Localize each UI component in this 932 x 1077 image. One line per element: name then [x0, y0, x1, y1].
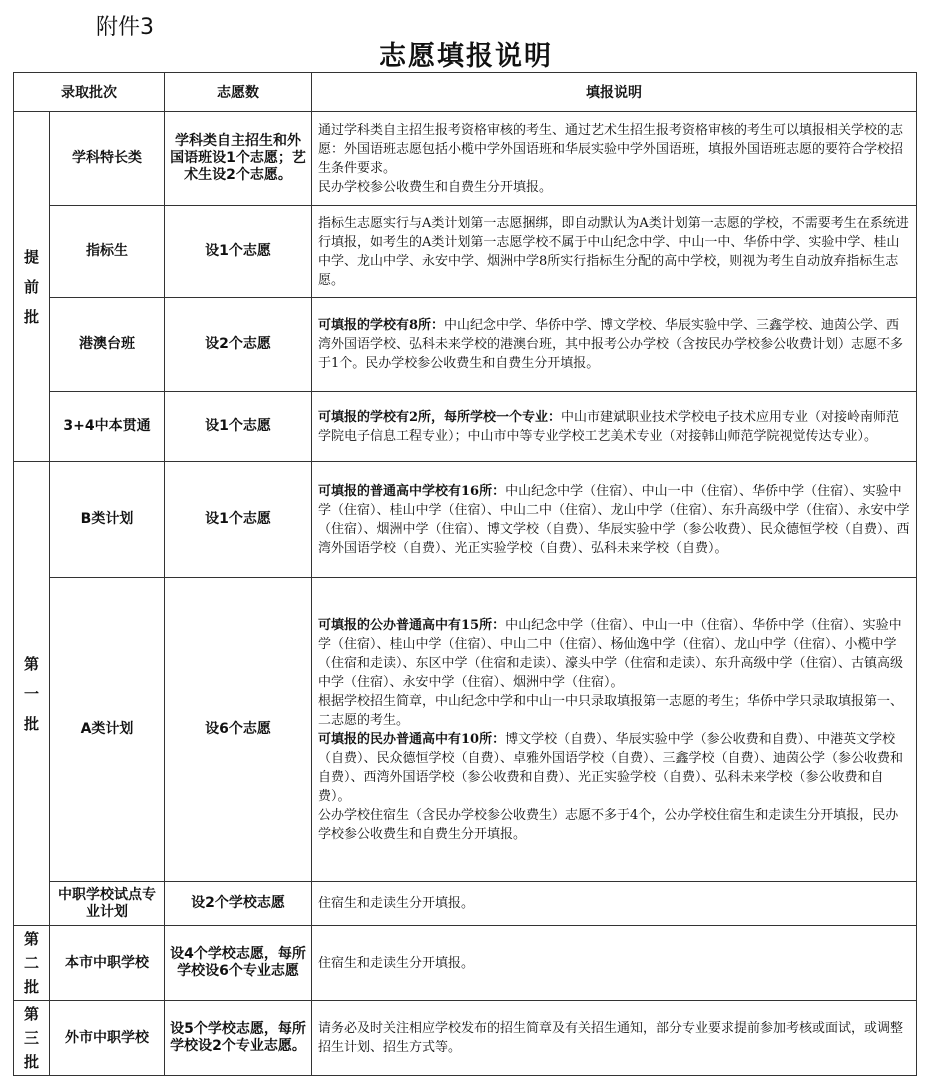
- category-cell: 本市中职学校: [50, 926, 165, 1001]
- header-row: [14, 73, 917, 112]
- category-cell: 中职学校试点专业计划: [50, 882, 165, 926]
- count-cell: 设4个学校志愿，每所学校设6个专业志愿: [165, 926, 312, 1001]
- count-cell: 设1个志愿: [165, 206, 312, 298]
- table-row: [14, 206, 917, 298]
- page-title: 志愿填报说明: [379, 41, 553, 72]
- count-cell: 设1个志愿: [165, 392, 312, 462]
- table-row: [14, 1001, 917, 1076]
- desc-cell: 可填报的普通高中学校有16所：中山纪念中学（住宿）、中山一中（住宿）、华侨中学（住宿）、实验中学（住宿）、桂山中学（住宿）、中山二中（住宿）、龙山中学（住宿）、东升高级中学（住宿）、永安中学（住宿）、烟洲中学（住宿）、博文学校（自费）、华辰实验中学（参公收费）、民众德恒学校（自费）、西湾外国语学校（自费）、光正实验学校（自费）、弘科未来学校（自费）。: [312, 462, 917, 578]
- admission-table: [13, 72, 917, 1076]
- table-row: [14, 462, 917, 578]
- category-cell: 港澳台班: [50, 298, 165, 392]
- table-row: [14, 392, 917, 462]
- table-row: [14, 882, 917, 926]
- batch-second: 第 二 批: [14, 926, 50, 1001]
- header-desc: 填报说明: [312, 73, 917, 112]
- desc-cell: 住宿生和走读生分开填报。: [312, 926, 917, 1001]
- count-cell: 设6个志愿: [165, 578, 312, 882]
- category-cell: 学科特长类: [50, 112, 165, 206]
- attachment-label: 附件3: [96, 15, 154, 40]
- desc-cell: 通过学科类自主招生报考资格审核的考生、通过艺术生招生报考资格审核的考生可以填报相关学校的志愿：外国语班志愿包括小榄中学外国语班和华辰实验中学外国语班，填报外国语班志愿的要符合学校招生条件要求。 民办学校参公收费生和自费生分开填报。: [312, 112, 917, 206]
- count-cell: 设5个学校志愿，每所学校设2个专业志愿。: [165, 1001, 312, 1076]
- count-cell: 设2个志愿: [165, 298, 312, 392]
- batch-third: 第 三 批: [14, 1001, 50, 1076]
- category-cell: B类计划: [50, 462, 165, 578]
- header-count: 志愿数: [165, 73, 312, 112]
- category-cell: 外市中职学校: [50, 1001, 165, 1076]
- desc-cell: 住宿生和走读生分开填报。: [312, 882, 917, 926]
- table-row: [14, 112, 917, 206]
- category-cell: 指标生: [50, 206, 165, 298]
- batch-early: 提 前 批: [14, 112, 50, 462]
- category-cell: 3+4中本贯通: [50, 392, 165, 462]
- count-cell: 设2个学校志愿: [165, 882, 312, 926]
- header-batch: 录取批次: [14, 73, 165, 112]
- desc-cell: 可填报的学校有8所：中山纪念中学、华侨中学、博文学校、华辰实验中学、三鑫学校、迪茵公学、西湾外国语学校、弘科未来学校的港澳台班，其中报考公办学校（含按民办学校参公收费计划）志愿不多于1个。民办学校参公收费生和自费生分开填报。: [312, 298, 917, 392]
- desc-cell: 可填报的公办普通高中有15所：中山纪念中学（住宿）、中山一中（住宿）、华侨中学（住宿）、实验中学（住宿）、桂山中学（住宿）、中山二中（住宿）、杨仙逸中学（住宿）、龙山中学（住宿）、小榄中学（住宿和走读）、东区中学（住宿和走读）、濠头中学（住宿和走读）、东升高级中学（住宿）、古镇高级中学（住宿）、永安中学（住宿）、烟洲中学（住宿）。 根据学校招生简章，中山纪念中学和中山一中只录取填报第一志愿的考生；华侨中学只录取填报第一、二志愿的考生。 可填报的民办普通高中有10所：博文学校（自费）、华辰实验中学（参公收费和自费）、中港英文学校（自费）、民众德恒学校（自费）、卓雅外国语学校（自费）、三鑫学校（自费）、迪茵公学（参公收费和自费）、西湾外国语学校（参公收费和自费）、光正实验学校（自费）、弘科未来学校（参公收费和自费）。 公办学校住宿生（含民办学校参公收费生）志愿不多于4个，公办学校住宿生和走读生分开填报，民办学校参公收费生和自费生分开填报。: [312, 578, 917, 882]
- category-cell: A类计划: [50, 578, 165, 882]
- table-row: [14, 578, 917, 882]
- batch-first: 第 一 批: [14, 462, 50, 926]
- count-cell: 学科类自主招生和外国语班设1个志愿；艺术生设2个志愿。: [165, 112, 312, 206]
- desc-cell: 指标生志愿实行与A类计划第一志愿捆绑，即自动默认为A类计划第一志愿的学校，不需要考生在系统进行填报，如考生的A类计划第一志愿学校不属于中山纪念中学、中山一中、华侨中学、实验中学、桂山中学、龙山中学、永安中学、烟洲中学8所实行指标生分配的高中学校，则视为考生自动放弃指标生志愿。: [312, 206, 917, 298]
- table-row: [14, 926, 917, 1001]
- desc-cell: 可填报的学校有2所，每所学校一个专业：中山市建斌职业技术学校电子技术应用专业（对接岭南师范学院电子信息工程专业）；中山市中等专业学校工艺美术专业（对接韩山师范学院视觉传达专业）。: [312, 392, 917, 462]
- desc-cell: 请务必及时关注相应学校发布的招生简章及有关招生通知，部分专业要求提前参加考核或面试，或调整招生计划、招生方式等。: [312, 1001, 917, 1076]
- count-cell: 设1个志愿: [165, 462, 312, 578]
- table-row: [14, 298, 917, 392]
